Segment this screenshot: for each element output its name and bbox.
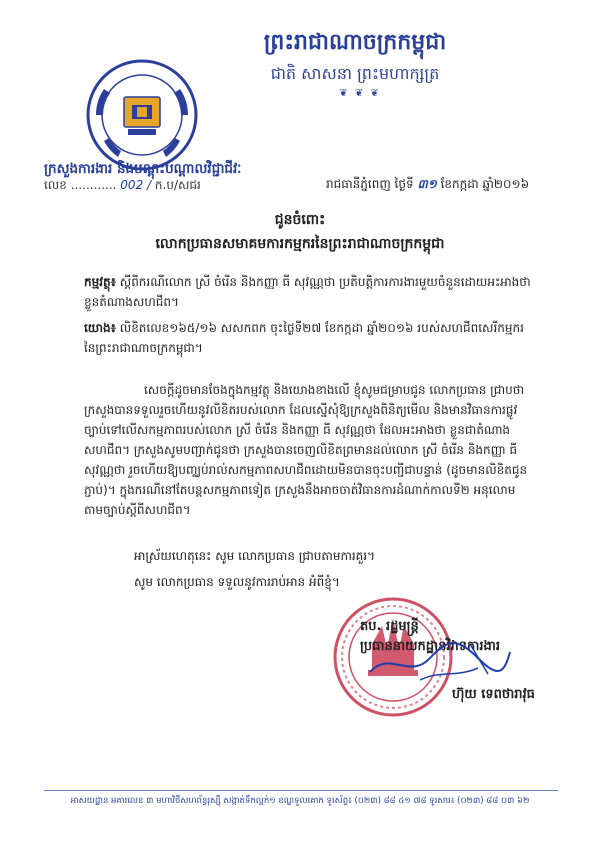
date-day: ៣១ (417, 177, 437, 191)
handwritten-signature-icon (360, 630, 520, 690)
ref-number: 002 (120, 178, 144, 192)
signature-title-minister: តប. រដ្ឋមន្ត្រី (360, 619, 419, 634)
reference-block (84, 318, 534, 358)
date-prefix: រាជធានីភ្នំពេញ ថ្ងៃទី (326, 177, 414, 191)
closing-line-1: អាស្រ័យហេតុនេះ សូម លោកប្រធាន ជ្រាបតាមការគួរ។ (134, 549, 376, 563)
footer-address: អាសយដ្ឋាន អគារលេខ ៣ មហាវិថីសហព័ន្ធរុស្ស៊ី សង្កាត់ទឹកល្អក់១ ខណ្ឌទួលគោក ទូរស័ព្ទ៖ (០២៣) ៨៨ ៤១ ៧៨ ទូរសារ៖ (០២៣) ៨៨ ០៣ ៦២ (70, 796, 530, 806)
addressee-name: លោកប្រធានសមាគមការកម្មករនៃព្រះរាជាណាចក្រកម្ពុជា (155, 236, 445, 252)
subject-label: កម្មវត្ថុ៖ (84, 275, 116, 289)
header-ornament: ❦ ❦ ❦ (339, 88, 381, 99)
date-rest: ខែកក្កដា ឆ្នាំ២០១៦ (440, 177, 530, 191)
ref-label: លេខ (44, 178, 67, 192)
reference-label: យោង៖ (84, 321, 116, 335)
national-motto: ជាតិ សាសនា ព្រះមហាក្សត្រ (270, 64, 440, 83)
subject-text: ស្តីពីករណីលោក ស្រី ចំរើន និងកញ្ញា ធី សុវណ្ណថា ប្រតិបត្តិការការងារមួយចំនួនដោយអះអាងថាខ្លួនតំណាងសហជីព។ (84, 275, 531, 309)
kingdom-title: ព្រះរាជាណាចក្រកម្ពុជា (263, 29, 447, 55)
ministry-logo-icon (82, 55, 202, 175)
ministry-name: ក្រសួងការងារ និងបណ្តុះបណ្តាលវិជ្ជាជីវៈ (44, 161, 242, 177)
footer-divider (44, 790, 558, 791)
reference-number-line: លេខ ............ 002 / ក.ប/សជរ (44, 178, 201, 192)
subject-block (84, 272, 534, 312)
ref-suffix: ក.ប/សជរ (154, 178, 201, 192)
reference-text: លិខិតលេខ១៦៥/១៦ សសកពក ចុះថ្ងៃទី២៧ ខែកក្កដា ឆ្នាំ២០១៦ របស់សហជីពសេរីកម្មករនៃព្រះរាជាណាចក្រកម្ពុជា។ (84, 321, 524, 355)
closing-line-2: សូម លោកប្រធាន ទទួលនូវការរាប់អាន អំពីខ្ញុំ។ (134, 575, 340, 589)
addressee-salutation: ជូនចំពោះ (274, 212, 326, 228)
signatory-name: ហ៊ុយ ទេពថារាវុធ (452, 687, 535, 702)
date-line (326, 176, 529, 194)
body-paragraph: សេចក្តីដូចមានចែងក្នុងកម្មវត្ថុ និងយោងខាងលើ ខ្ញុំសូមជម្រាបជូន លោកប្រធាន ជ្រាបថា ក្រសួងបានទទួលរួចហើយនូវលិខិតរបស់លោក ដែលស្នើសុំឱ្យក្រសួងពិនិត្យមើល និងមានវិធានការផ្លូវច្បាប់ទៅលើសកម្មភាពរបស់លោក ស្រី ចំរើន និងកញ្ញា ធី សុវណ្ណថា ដែលអះអាងថា ខ្លួនជាតំណាងសហជីព។ ក្រសួងសូមបញ្ជាក់ជូនថា ក្រសួងបានចេញលិខិតព្រមានដល់លោក ស្រី ចំរើន និងកញ្ញា ធី សុវណ្ណថា រួចហើយឱ្យបញ្ឈប់រាល់សកម្មភាពសហជីពដោយមិនបានចុះបញ្ជីជាបន្ទាន់ (ដូចមានលិខិតជូនភ្ជាប់)។ ក្នុងករណីនៅតែបន្តសកម្មភាពទៀត ក្រសួងនឹងអាចចាត់វិធានការដំណាក់កាលទី២ អនុលោមតាមច្បាប់ស្តីពីសហជីព។ (84, 383, 528, 517)
signature-title-department: ប្រធាននាយកដ្ឋានវិវាទការងារ (360, 639, 501, 654)
